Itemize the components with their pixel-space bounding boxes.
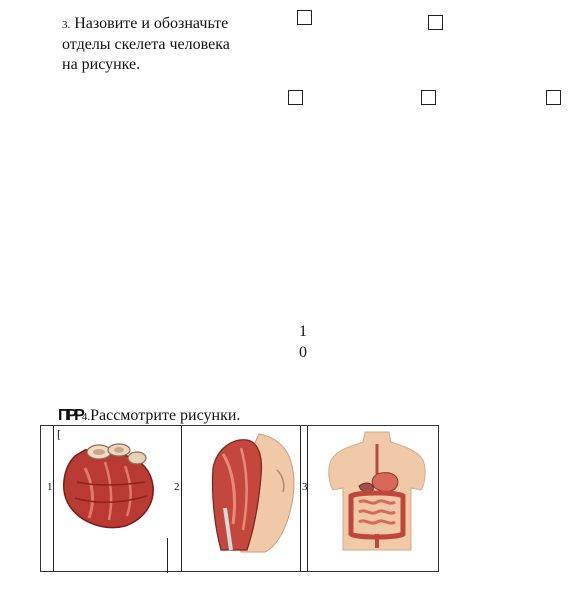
page-number-line: 0 [299, 344, 307, 361]
question-4 [58, 406, 240, 427]
table-divider [167, 538, 168, 573]
question-number: 4. [81, 411, 91, 423]
cell-label: 3 [302, 481, 308, 493]
question-text: Назовите и обозначьте отделы скелета человека на рисунке. [62, 15, 230, 73]
heart-muscle-illustration [55, 434, 167, 534]
garbled-prefix: ПРР [58, 407, 82, 424]
page-number [296, 321, 310, 363]
table-divider [181, 426, 182, 571]
digestive-system-illustration [325, 430, 429, 552]
answer-checkbox-2[interactable] [428, 15, 443, 30]
table-divider [53, 426, 54, 571]
page-number-line: 1 [299, 323, 307, 340]
answer-checkbox-5[interactable] [546, 90, 561, 105]
image-table [40, 425, 439, 572]
answer-checkbox-4[interactable] [421, 90, 436, 105]
answer-checkbox-3[interactable] [288, 90, 303, 105]
table-divider [300, 426, 301, 571]
answer-checkbox-1[interactable] [297, 10, 312, 25]
question-3 [62, 14, 232, 75]
cell-label: 2 [174, 481, 180, 493]
cell-label: 1 [47, 481, 53, 493]
stray-mark: [ [57, 427, 61, 441]
arm-muscle-illustration [201, 430, 299, 554]
question-text: Рассмотрите рисунки. [90, 407, 241, 424]
question-number: 3. [62, 19, 71, 31]
table-divider [307, 426, 308, 571]
